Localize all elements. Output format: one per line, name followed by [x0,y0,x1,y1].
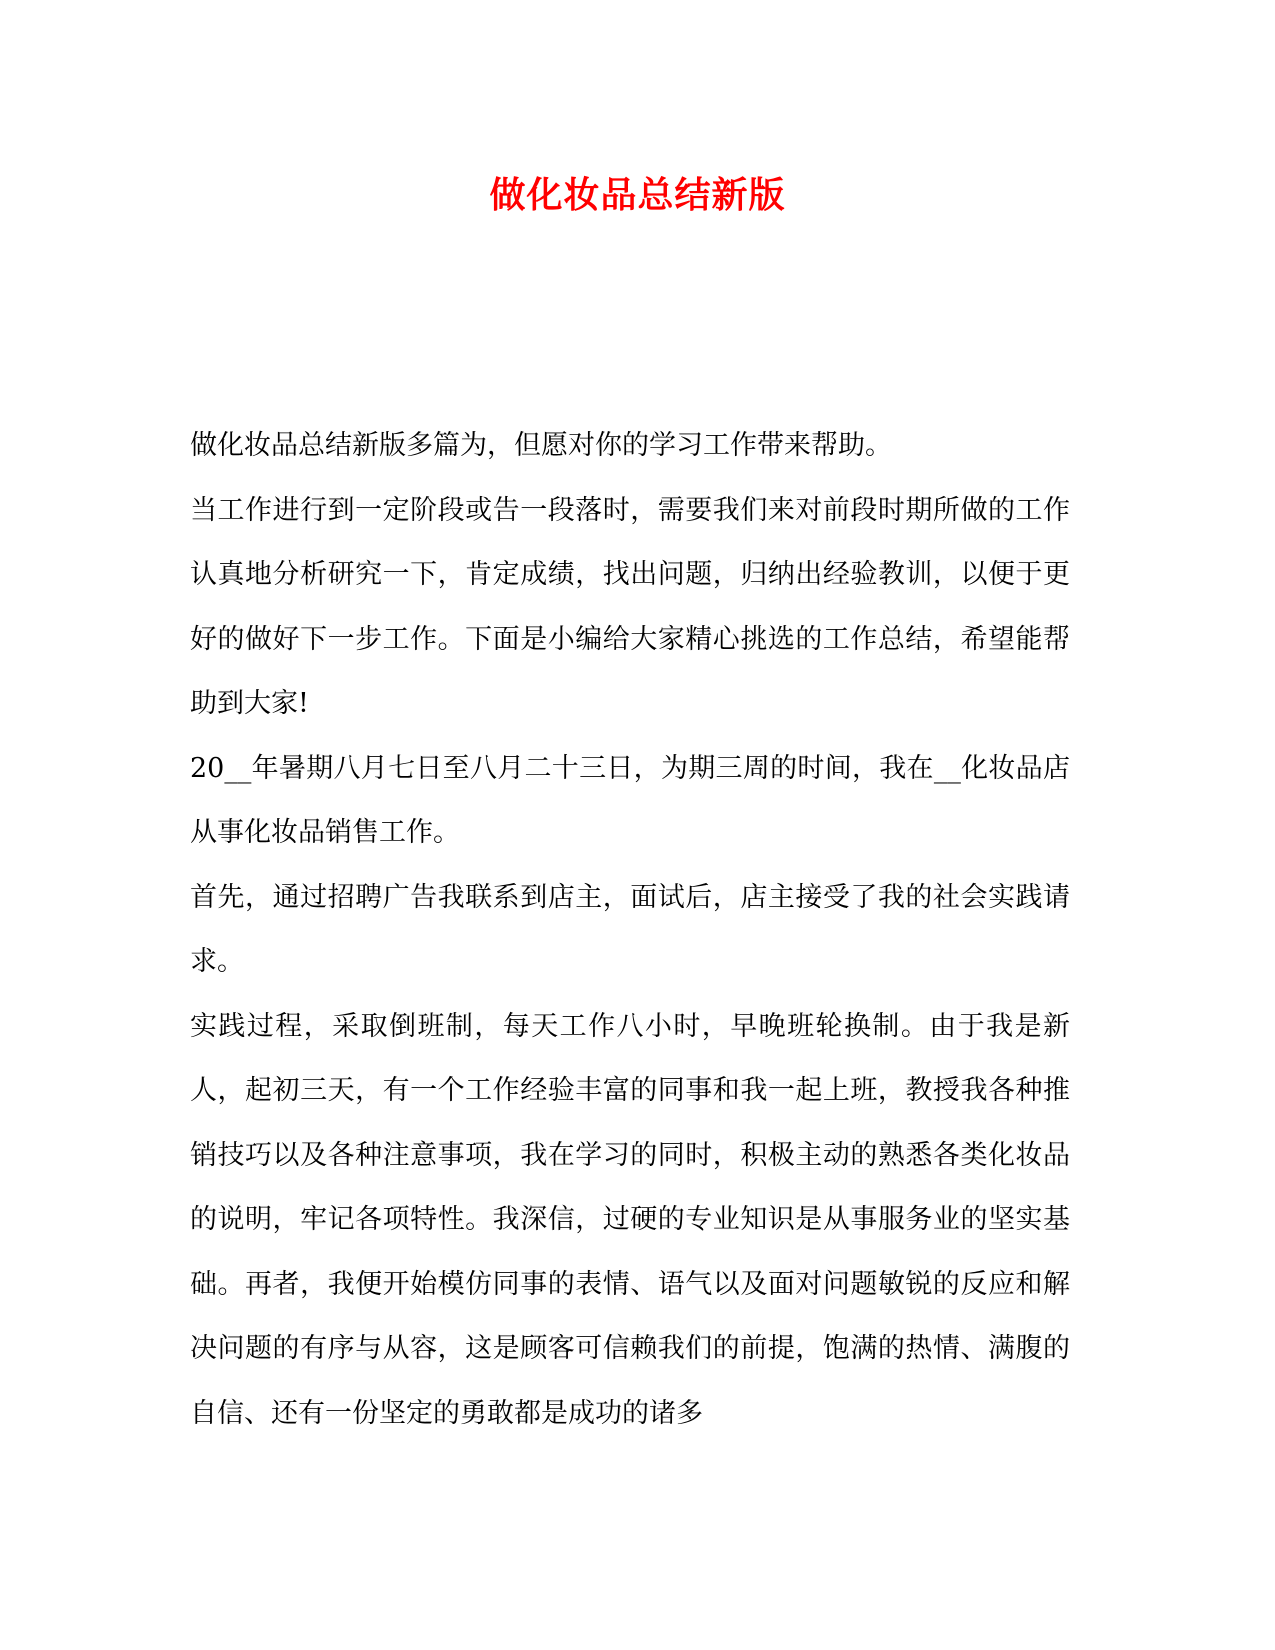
paragraph-purpose: 当工作进行到一定阶段或告一段落时，需要我们来对前段时期所做的工作认真地分析研究一下，肯定成绩，找出问题，归纳出经验教训，以便于更好的做好下一步工作。下面是小编给大家精心挑选的工作总结，希望能帮助到大家! [190,494,1070,719]
paragraph-hiring: 首先，通过招聘广告我联系到店主，面试后，店主接受了我的社会实践请求。 [190,881,1070,977]
document-title: 做化妆品总结新版 [489,174,786,216]
paragraph-period: 20__年暑期八月七日至八月二十三日，为期三周的时间，我在__化妆品店从事化妆品销售工作。 [190,752,1070,848]
paragraph-practice: 实践过程，采取倒班制，每天工作八小时，早晚班轮换制。由于我是新人，起初三天，有一个工作经验丰富的同事和我一起上班，教授我各种推销技巧以及各种注意事项，我在学习的同时，积极主动的熟悉各类化妆品的说明，牢记各项特性。我深信，过硬的专业知识是从事服务业的坚实基础。再者，我便开始模仿同事的表情、语气以及面对问题敏锐的反应和解决问题的有序与从容，这是顾客可信赖我们的前提，饱满的热情、满腹的自信、还有一份坚定的勇敢都是成功的诸多 [190,1010,1070,1429]
document-body [190,414,1070,1446]
paragraph-intro: 做化妆品总结新版多篇为，但愿对你的学习工作带来帮助。 [190,430,892,461]
